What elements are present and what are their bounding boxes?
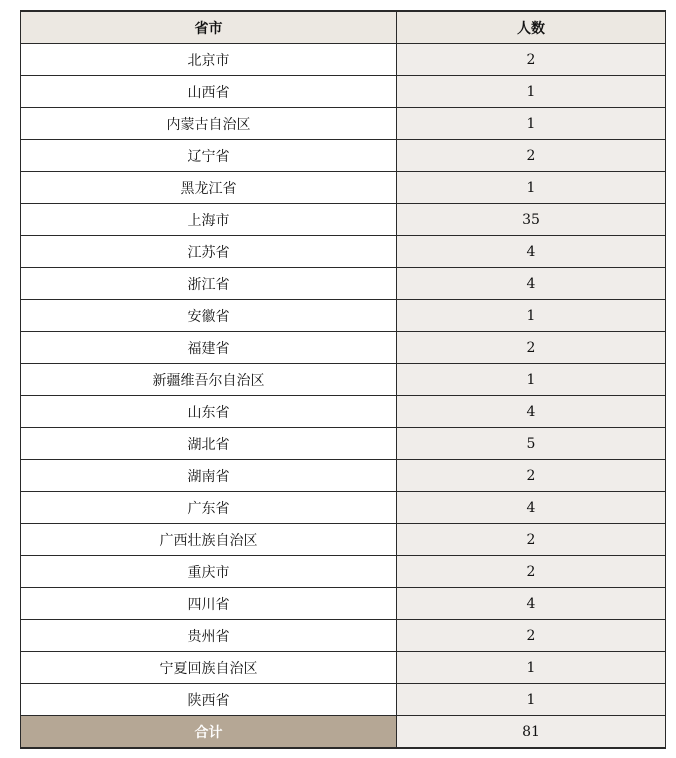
province-cell: 广西壮族自治区 <box>21 524 397 556</box>
province-cell: 贵州省 <box>21 620 397 652</box>
province-cell: 湖南省 <box>21 460 397 492</box>
count-cell: 2 <box>397 140 666 172</box>
table-row <box>21 76 666 108</box>
table-row <box>21 204 666 236</box>
province-cell: 陕西省 <box>21 684 397 716</box>
table-row <box>21 428 666 460</box>
count-cell: 2 <box>397 524 666 556</box>
table-row <box>21 332 666 364</box>
count-cell: 1 <box>397 684 666 716</box>
province-cell: 辽宁省 <box>21 140 397 172</box>
total-row <box>21 716 666 749</box>
count-cell: 1 <box>397 652 666 684</box>
table-row <box>21 396 666 428</box>
table-row <box>21 300 666 332</box>
province-cell: 浙江省 <box>21 268 397 300</box>
table-row <box>21 460 666 492</box>
province-cell: 北京市 <box>21 44 397 76</box>
province-cell: 四川省 <box>21 588 397 620</box>
count-cell: 4 <box>397 396 666 428</box>
province-cell: 黑龙江省 <box>21 172 397 204</box>
table-row <box>21 652 666 684</box>
province-count-table <box>20 10 666 749</box>
count-cell: 4 <box>397 588 666 620</box>
table-row <box>21 236 666 268</box>
table-row <box>21 268 666 300</box>
total-value: 81 <box>397 716 666 749</box>
count-cell: 35 <box>397 204 666 236</box>
province-cell: 山东省 <box>21 396 397 428</box>
count-cell: 2 <box>397 44 666 76</box>
table-row <box>21 108 666 140</box>
table-row <box>21 524 666 556</box>
table-row <box>21 140 666 172</box>
table-row <box>21 684 666 716</box>
count-cell: 1 <box>397 300 666 332</box>
count-cell: 1 <box>397 364 666 396</box>
province-cell: 重庆市 <box>21 556 397 588</box>
table-header-row <box>21 11 666 44</box>
table-row <box>21 172 666 204</box>
province-cell: 湖北省 <box>21 428 397 460</box>
count-cell: 1 <box>397 108 666 140</box>
total-label: 合计 <box>21 716 397 749</box>
province-cell: 内蒙古自治区 <box>21 108 397 140</box>
table-row <box>21 44 666 76</box>
table-row <box>21 588 666 620</box>
province-cell: 山西省 <box>21 76 397 108</box>
count-cell: 1 <box>397 172 666 204</box>
count-cell: 2 <box>397 332 666 364</box>
province-cell: 宁夏回族自治区 <box>21 652 397 684</box>
count-cell: 2 <box>397 620 666 652</box>
table-row <box>21 620 666 652</box>
count-cell: 2 <box>397 556 666 588</box>
header-province: 省市 <box>21 11 397 44</box>
province-cell: 新疆维吾尔自治区 <box>21 364 397 396</box>
table-row <box>21 364 666 396</box>
count-cell: 5 <box>397 428 666 460</box>
table-body <box>21 44 666 716</box>
count-cell: 4 <box>397 268 666 300</box>
table-row <box>21 556 666 588</box>
count-cell: 1 <box>397 76 666 108</box>
province-cell: 福建省 <box>21 332 397 364</box>
province-cell: 江苏省 <box>21 236 397 268</box>
header-count: 人数 <box>397 11 666 44</box>
province-cell: 广东省 <box>21 492 397 524</box>
count-cell: 2 <box>397 460 666 492</box>
count-cell: 4 <box>397 492 666 524</box>
province-cell: 上海市 <box>21 204 397 236</box>
table-row <box>21 492 666 524</box>
count-cell: 4 <box>397 236 666 268</box>
province-cell: 安徽省 <box>21 300 397 332</box>
